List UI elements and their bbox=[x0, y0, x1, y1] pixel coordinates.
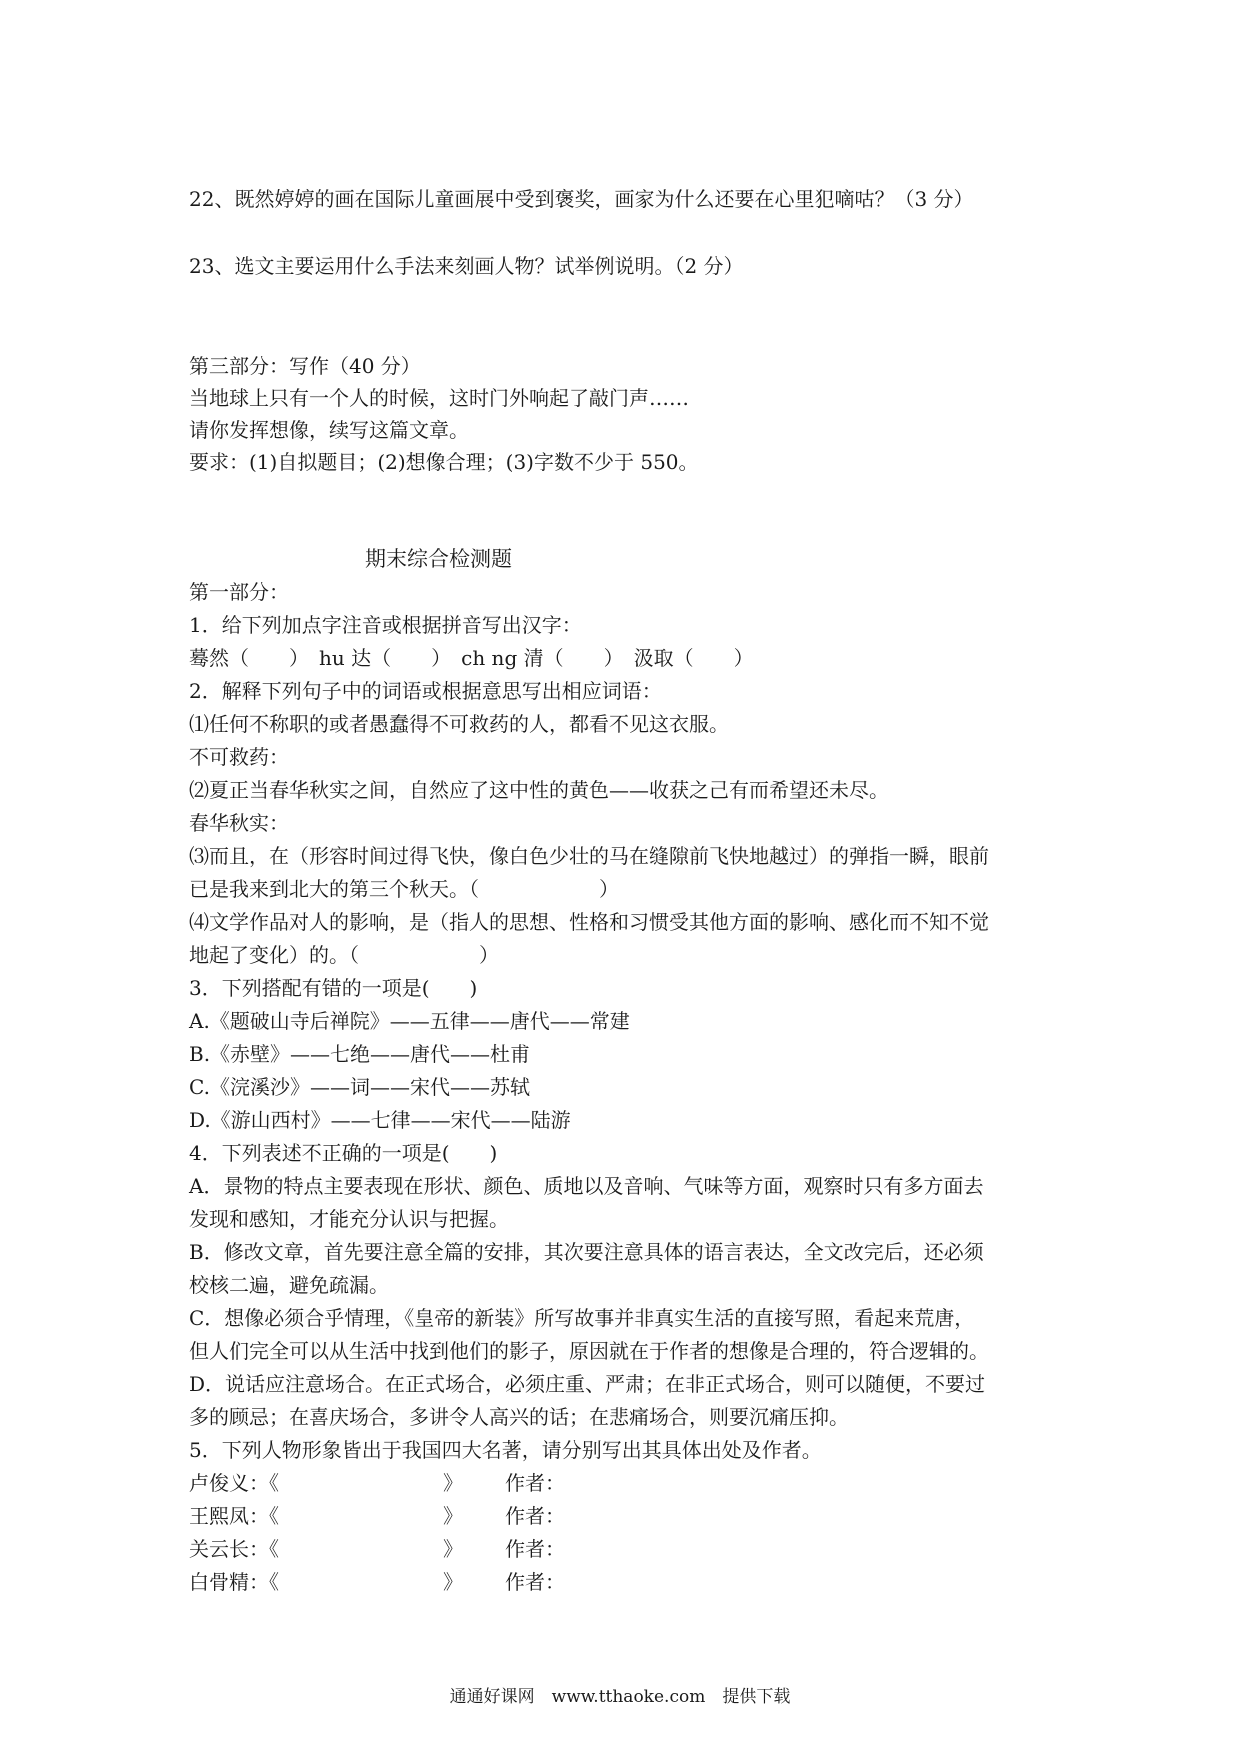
writing-instruction: 请你发挥想像，续写这篇文章。 bbox=[189, 418, 469, 442]
question-4-option-a-line1: A．景物的特点主要表现在形状、颜色、质地以及音响、气味等方面，观察时只有多方面去 bbox=[189, 1174, 984, 1198]
book-close-mark: 》 bbox=[443, 1504, 463, 1528]
author-label: 作者： bbox=[505, 1504, 565, 1528]
question-2-sentence-3b: 已是我来到北大的第三个秋天。（ ） bbox=[189, 877, 619, 901]
part1-heading: 第一部分： bbox=[189, 580, 289, 604]
question-3-option-c: C.《浣溪沙》——词——宋代——苏轼 bbox=[189, 1075, 530, 1099]
question-22: 22、既然婷婷的画在国际儿童画展中受到褒奖，画家为什么还要在心里犯嘀咕？（3 分） bbox=[189, 187, 974, 211]
question-1: 1．给下列加点字注音或根据拼音写出汉字： bbox=[189, 613, 582, 637]
question-1-items: 蓦然（ ） hu 达（ ） ch ng 清（ ） 汲取（ ） bbox=[189, 646, 754, 670]
question-4-option-d-line2: 多的顾忌；在喜庆场合，多讲令人高兴的话；在悲痛场合，则要沉痛压抑。 bbox=[189, 1405, 849, 1429]
question-2-sentence-2: ⑵夏正当春华秋实之间，自然应了这中性的黄色——收获之己有而希望还未尽。 bbox=[189, 778, 889, 802]
question-4-option-b-line2: 校核二遍，避免疏漏。 bbox=[189, 1273, 389, 1297]
character-label: 关云长：《 bbox=[189, 1537, 279, 1561]
page-footer: 通通好课网 www.tthaoke.com 提供下载 bbox=[449, 1687, 791, 1707]
question-2-term-1: 不可救药： bbox=[189, 745, 289, 769]
question-2-sentence-1: ⑴任何不称职的或者愚蠢得不可救药的人，都看不见这衣服。 bbox=[189, 712, 729, 736]
character-label: 卢俊义：《 bbox=[189, 1471, 279, 1495]
question-5-row bbox=[189, 1570, 565, 1690]
question-2-sentence-4b: 地起了变化）的。（ ） bbox=[189, 943, 499, 967]
question-3-option-b: B.《赤壁》——七绝——唐代——杜甫 bbox=[189, 1042, 531, 1066]
book-close-mark: 》 bbox=[443, 1471, 463, 1495]
author-label: 作者： bbox=[505, 1570, 565, 1594]
question-3: 3．下列搭配有错的一项是( ) bbox=[189, 976, 478, 1000]
question-4-option-d-line1: D．说话应注意场合。在正式场合，必须庄重、严肃；在非正式场合，则可以随便，不要过 bbox=[189, 1372, 986, 1396]
character-label: 白骨精：《 bbox=[189, 1570, 279, 1594]
question-2-sentence-4a: ⑷文学作品对人的影响，是（指人的思想、性格和习惯受其他方面的影响、感化而不知不觉 bbox=[189, 910, 989, 934]
question-2: 2．解释下列句子中的词语或根据意思写出相应词语： bbox=[189, 679, 662, 703]
question-2-sentence-3a: ⑶而且，在（形容时间过得飞快，像白色少壮的马在缝隙前飞快地越过）的弹指一瞬，眼前 bbox=[189, 844, 989, 868]
author-label: 作者： bbox=[505, 1537, 565, 1561]
book-close-mark: 》 bbox=[443, 1537, 463, 1561]
author-label: 作者： bbox=[505, 1471, 565, 1495]
question-3-option-a: A.《题破山寺后禅院》——五律——唐代——常建 bbox=[189, 1009, 630, 1033]
writing-requirements: 要求：(1)自拟题目；(2)想像合理；(3)字数不少于 550。 bbox=[189, 450, 699, 474]
writing-heading: 第三部分：写作（40 分） bbox=[189, 354, 421, 378]
question-23: 23、选文主要运用什么手法来刻画人物？试举例说明。（2 分） bbox=[189, 254, 744, 278]
question-4-option-c-line2: 但人们完全可以从生活中找到他们的影子，原因就在于作者的想像是合理的，符合逻辑的。 bbox=[189, 1339, 989, 1363]
question-5: 5．下列人物形象皆出于我国四大名著，请分别写出其具体出处及作者。 bbox=[189, 1438, 822, 1462]
question-4-option-b-line1: B．修改文章，首先要注意全篇的安排，其次要注意具体的语言表达，全文改完后，还必须 bbox=[189, 1240, 984, 1264]
writing-prompt: 当地球上只有一个人的时候，这时门外响起了敲门声…… bbox=[189, 386, 689, 410]
question-4: 4．下列表述不正确的一项是( ) bbox=[189, 1141, 498, 1165]
exam-title: 期末综合检测题 bbox=[365, 547, 512, 571]
character-label: 王熙凤：《 bbox=[189, 1504, 279, 1528]
question-4-option-a-line2: 发现和感知，才能充分认识与把握。 bbox=[189, 1207, 509, 1231]
question-2-term-2: 春华秋实： bbox=[189, 811, 289, 835]
book-close-mark: 》 bbox=[443, 1570, 463, 1594]
question-3-option-d: D.《游山西村》——七律——宋代——陆游 bbox=[189, 1108, 571, 1132]
question-4-option-c-line1: C．想像必须合乎情理，《皇帝的新装》所写故事并非真实生活的直接写照，看起来荒唐， bbox=[189, 1306, 975, 1330]
